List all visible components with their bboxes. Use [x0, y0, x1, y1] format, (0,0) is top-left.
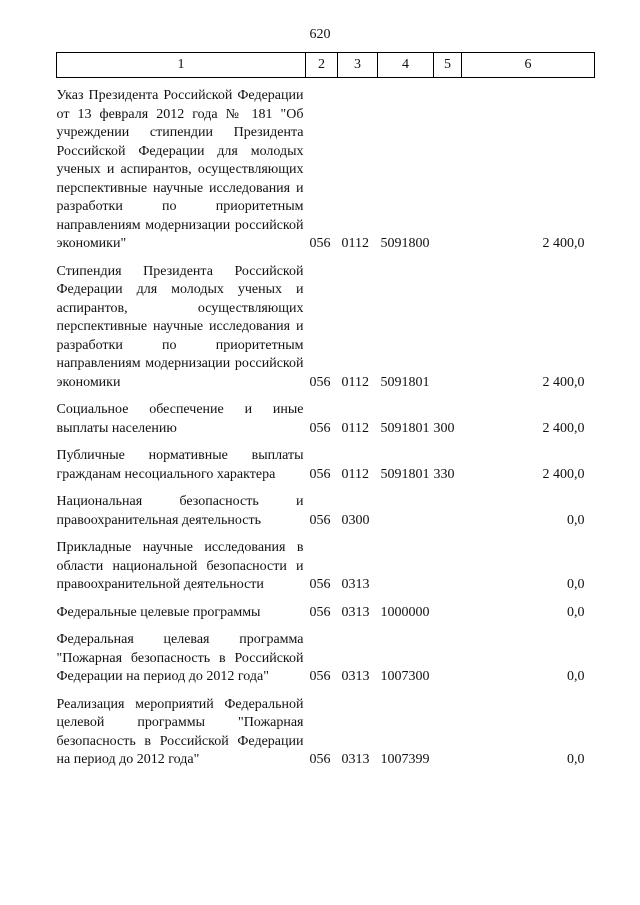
row-expense-code: [434, 631, 462, 687]
row-target-code: 1000000: [380, 604, 430, 620]
row-section-code: 0112: [341, 374, 369, 390]
row-ministry-code: 056: [309, 466, 331, 482]
row-section-code: 0313: [341, 669, 370, 684]
row-section-code: 0112: [341, 466, 369, 482]
row-name: Национальная безопасность и правоохранительная деятельность: [56, 494, 304, 528]
column-header-2: 2: [306, 53, 338, 78]
row-amount: 0,0: [567, 752, 585, 767]
table-header-row: [57, 53, 595, 78]
row-target-code: 1007300: [380, 669, 430, 684]
row-section-code: 0112: [341, 420, 369, 436]
column-header-6: 6: [462, 53, 595, 78]
row-target-code: 5091801: [380, 420, 430, 436]
row-expense-code: [434, 539, 462, 595]
table-row: [57, 447, 595, 484]
row-name: Федеральные целевые программы: [56, 604, 261, 620]
row-expense-code: [434, 604, 462, 623]
row-section-code: 0112: [341, 236, 369, 251]
row-ministry-code: 056: [309, 236, 331, 251]
row-amount: 0,0: [567, 669, 585, 684]
row-section-code: 0313: [341, 577, 370, 592]
table-row: [57, 493, 595, 530]
row-amount: 0,0: [567, 512, 585, 528]
row-name: Публичные нормативные выплаты гражданам несоциального характера: [56, 448, 304, 482]
row-section-code: 0300: [341, 512, 370, 528]
row-target-code: 5091800: [380, 236, 430, 251]
row-name: Реализация мероприятий Федеральной целевой программы "Пожарная безопасность в Российской Федерации на период до 2012 года": [56, 696, 304, 767]
row-section-code: 0313: [341, 604, 370, 620]
row-target-code: [378, 493, 434, 530]
table-row: [57, 696, 595, 770]
row-ministry-code: 056: [309, 577, 331, 592]
column-header-1: 1: [57, 53, 306, 78]
row-ministry-code: 056: [309, 669, 331, 684]
page-number: 620: [309, 27, 331, 42]
row-amount: 2 400,0: [542, 236, 585, 251]
row-ministry-code: 056: [309, 604, 331, 620]
row-ministry-code: 056: [309, 420, 331, 436]
row-target-code: 5091801: [380, 374, 430, 390]
table-row: [57, 631, 595, 687]
row-expense-code: [434, 263, 462, 393]
row-expense-code: [434, 493, 462, 530]
row-section-code: 0313: [341, 752, 370, 767]
row-expense-code: 330: [433, 466, 455, 482]
row-ministry-code: 056: [309, 752, 331, 767]
table-row: [57, 604, 595, 623]
row-target-code: [378, 539, 434, 595]
row-expense-code: [434, 696, 462, 770]
table-row: [57, 87, 595, 254]
table-row: [57, 539, 595, 595]
row-name: Стипендия Президента Российской Федерации для молодых ученых и аспирантов, осуществляющих перспективные научные исследования и разработки по приоритетным направлениям модернизации российской экономики: [56, 263, 304, 390]
row-expense-code: [434, 87, 462, 254]
row-amount: 2 400,0: [542, 466, 585, 482]
row-name: Указ Президента Российской Федерации от 13 февраля 2012 года № 181 "Об учреждении стипендии Президента Российской Федерации для молодых ученых и аспирантов, осуществляющих перспективные научные исследования и разработки по приоритетным направлениям модернизации российской экономики": [56, 88, 304, 251]
row-name: Прикладные научные исследования в области национальной безопасности и правоохранительной деятельности: [56, 540, 304, 592]
row-amount: 2 400,0: [542, 420, 585, 436]
row-amount: 0,0: [567, 577, 585, 592]
row-amount: 2 400,0: [542, 374, 585, 390]
column-header-4: 4: [378, 53, 434, 78]
row-name: Социальное обеспечение и иные выплаты населению: [56, 402, 304, 436]
row-amount: 0,0: [567, 604, 585, 620]
row-ministry-code: 056: [309, 512, 331, 528]
table-row: [57, 263, 595, 393]
column-header-5: 5: [434, 53, 462, 78]
column-header-3: 3: [338, 53, 378, 78]
row-expense-code: 300: [433, 420, 455, 436]
row-ministry-code: 056: [309, 374, 331, 390]
table-row: [57, 401, 595, 438]
budget-table: [56, 52, 595, 770]
row-target-code: 5091801: [380, 466, 430, 482]
row-target-code: 1007399: [380, 752, 430, 767]
row-name: Федеральная целевая программа "Пожарная безопасность в Российской Федерации на период до 2012 года": [56, 632, 304, 684]
